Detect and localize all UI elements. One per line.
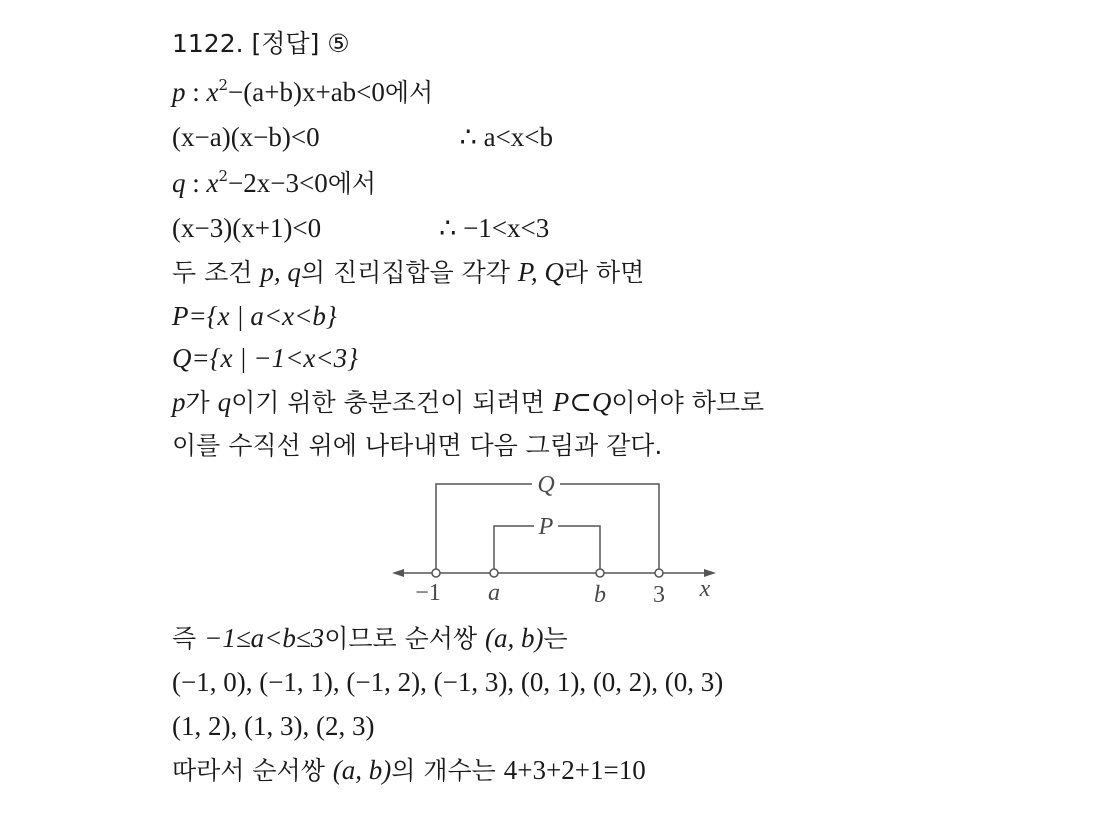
tick-label-b: b bbox=[594, 582, 606, 608]
ordered-pairs-2: (1, 2), (1, 3), (2, 3) bbox=[172, 711, 375, 741]
ordered-pairs-line-1 bbox=[172, 666, 723, 699]
condition-q-exponent: 2 bbox=[218, 167, 229, 185]
sufficient-text-1: 가 bbox=[185, 388, 218, 417]
condition-q-x: x bbox=[206, 168, 219, 198]
ordered-pairs-line-2 bbox=[172, 710, 374, 743]
open-point-minus-one bbox=[432, 569, 440, 577]
condition-p-x: x bbox=[206, 77, 219, 107]
conclusion-text-3: 는 bbox=[543, 624, 568, 653]
condition-q-factored-expr: (x−3)(x+1)<0 bbox=[172, 213, 322, 243]
condition-p-exponent: 2 bbox=[218, 76, 229, 94]
sufficient-condition-sentence bbox=[172, 386, 764, 419]
condition-q-suffix: 에서 bbox=[327, 169, 377, 198]
set-P-label: P bbox=[538, 514, 554, 540]
final-text-2: 의 개수는 bbox=[391, 756, 504, 785]
axis-left-arrow-icon bbox=[392, 569, 404, 577]
condition-p-symbol: p bbox=[172, 77, 186, 107]
axis-label-x: x bbox=[699, 576, 711, 602]
set-P-bracket-right bbox=[558, 526, 600, 573]
condition-p-factored-expr: (x−a)(x−b)<0 bbox=[172, 122, 320, 152]
condition-q-symbol: q bbox=[172, 168, 186, 198]
problem-header bbox=[172, 28, 350, 60]
final-pair: (a, b) bbox=[332, 755, 392, 785]
sufficient-text-2: 이기 위한 충분조건이 되려면 bbox=[231, 388, 553, 417]
set-Q-label: Q bbox=[537, 472, 555, 498]
set-Q-expr: Q={x | −1<x<3} bbox=[172, 343, 358, 373]
condition-p-colon: : bbox=[185, 77, 207, 107]
set-Q-bracket-right bbox=[560, 484, 659, 573]
open-point-b bbox=[596, 569, 604, 577]
conclusion-pair: (a, b) bbox=[484, 623, 544, 653]
set-Q-definition bbox=[172, 342, 358, 375]
conclusion-text-2: 이므로 순서쌍 bbox=[324, 624, 485, 653]
open-point-three bbox=[655, 569, 663, 577]
truth-set-PQ: P, Q bbox=[517, 257, 564, 287]
sufficient-p: p bbox=[172, 387, 186, 417]
conclusion-text-1: 즉 bbox=[172, 624, 205, 653]
condition-p-rest: −(a+b)x+ab<0 bbox=[228, 77, 385, 107]
sufficient-text-3: 이어야 하므로 bbox=[611, 388, 765, 417]
truth-set-text-2: 의 진리집합을 각각 bbox=[300, 258, 518, 287]
number-line-figure bbox=[388, 470, 720, 610]
condition-q-rest: −2x−3<0 bbox=[228, 168, 328, 198]
condition-q bbox=[172, 167, 376, 200]
condition-q-therefore: ∴ −1<x<3 bbox=[439, 213, 550, 243]
final-answer-sentence bbox=[172, 754, 646, 787]
final-sum: 4+3+2+1=10 bbox=[503, 755, 646, 785]
numberline-sentence: 이를 수직선 위에 나타내면 다음 그림과 같다. bbox=[172, 431, 663, 460]
answer-value: ⑤ bbox=[327, 29, 350, 58]
sufficient-subset: P⊂Q bbox=[552, 387, 612, 417]
open-point-a bbox=[490, 569, 498, 577]
conclusion-inequality: −1≤a<b≤3 bbox=[204, 623, 325, 653]
truth-set-pq: p, q bbox=[260, 257, 301, 287]
set-P-expr: P={x | a<x<b} bbox=[172, 301, 337, 331]
condition-q-factored bbox=[172, 212, 549, 245]
truth-set-sentence bbox=[172, 256, 644, 289]
set-P-definition bbox=[172, 300, 337, 333]
condition-p bbox=[172, 76, 433, 109]
set-P-bracket bbox=[494, 526, 534, 573]
answer-label: [정답] bbox=[251, 29, 320, 58]
conclusion-sentence bbox=[172, 622, 568, 655]
tick-label-three: 3 bbox=[653, 582, 665, 608]
sufficient-q: q bbox=[217, 387, 232, 417]
condition-q-colon: : bbox=[185, 168, 207, 198]
condition-p-factored bbox=[172, 121, 553, 154]
problem-number: 1122. bbox=[172, 29, 244, 58]
set-Q-bracket bbox=[436, 484, 532, 573]
truth-set-text-3: 라 하면 bbox=[563, 258, 645, 287]
ordered-pairs-1: (−1, 0), (−1, 1), (−1, 2), (−1, 3), (0, 1), (0, 2), (0, 3) bbox=[172, 667, 724, 697]
condition-p-therefore: ∴ a<x<b bbox=[459, 122, 554, 152]
tick-label-a: a bbox=[488, 580, 500, 606]
final-text-1: 따라서 순서쌍 bbox=[172, 756, 333, 785]
condition-p-suffix: 에서 bbox=[384, 78, 434, 107]
truth-set-text-1: 두 조건 bbox=[172, 258, 261, 287]
tick-label-minus-one: −1 bbox=[415, 580, 441, 606]
